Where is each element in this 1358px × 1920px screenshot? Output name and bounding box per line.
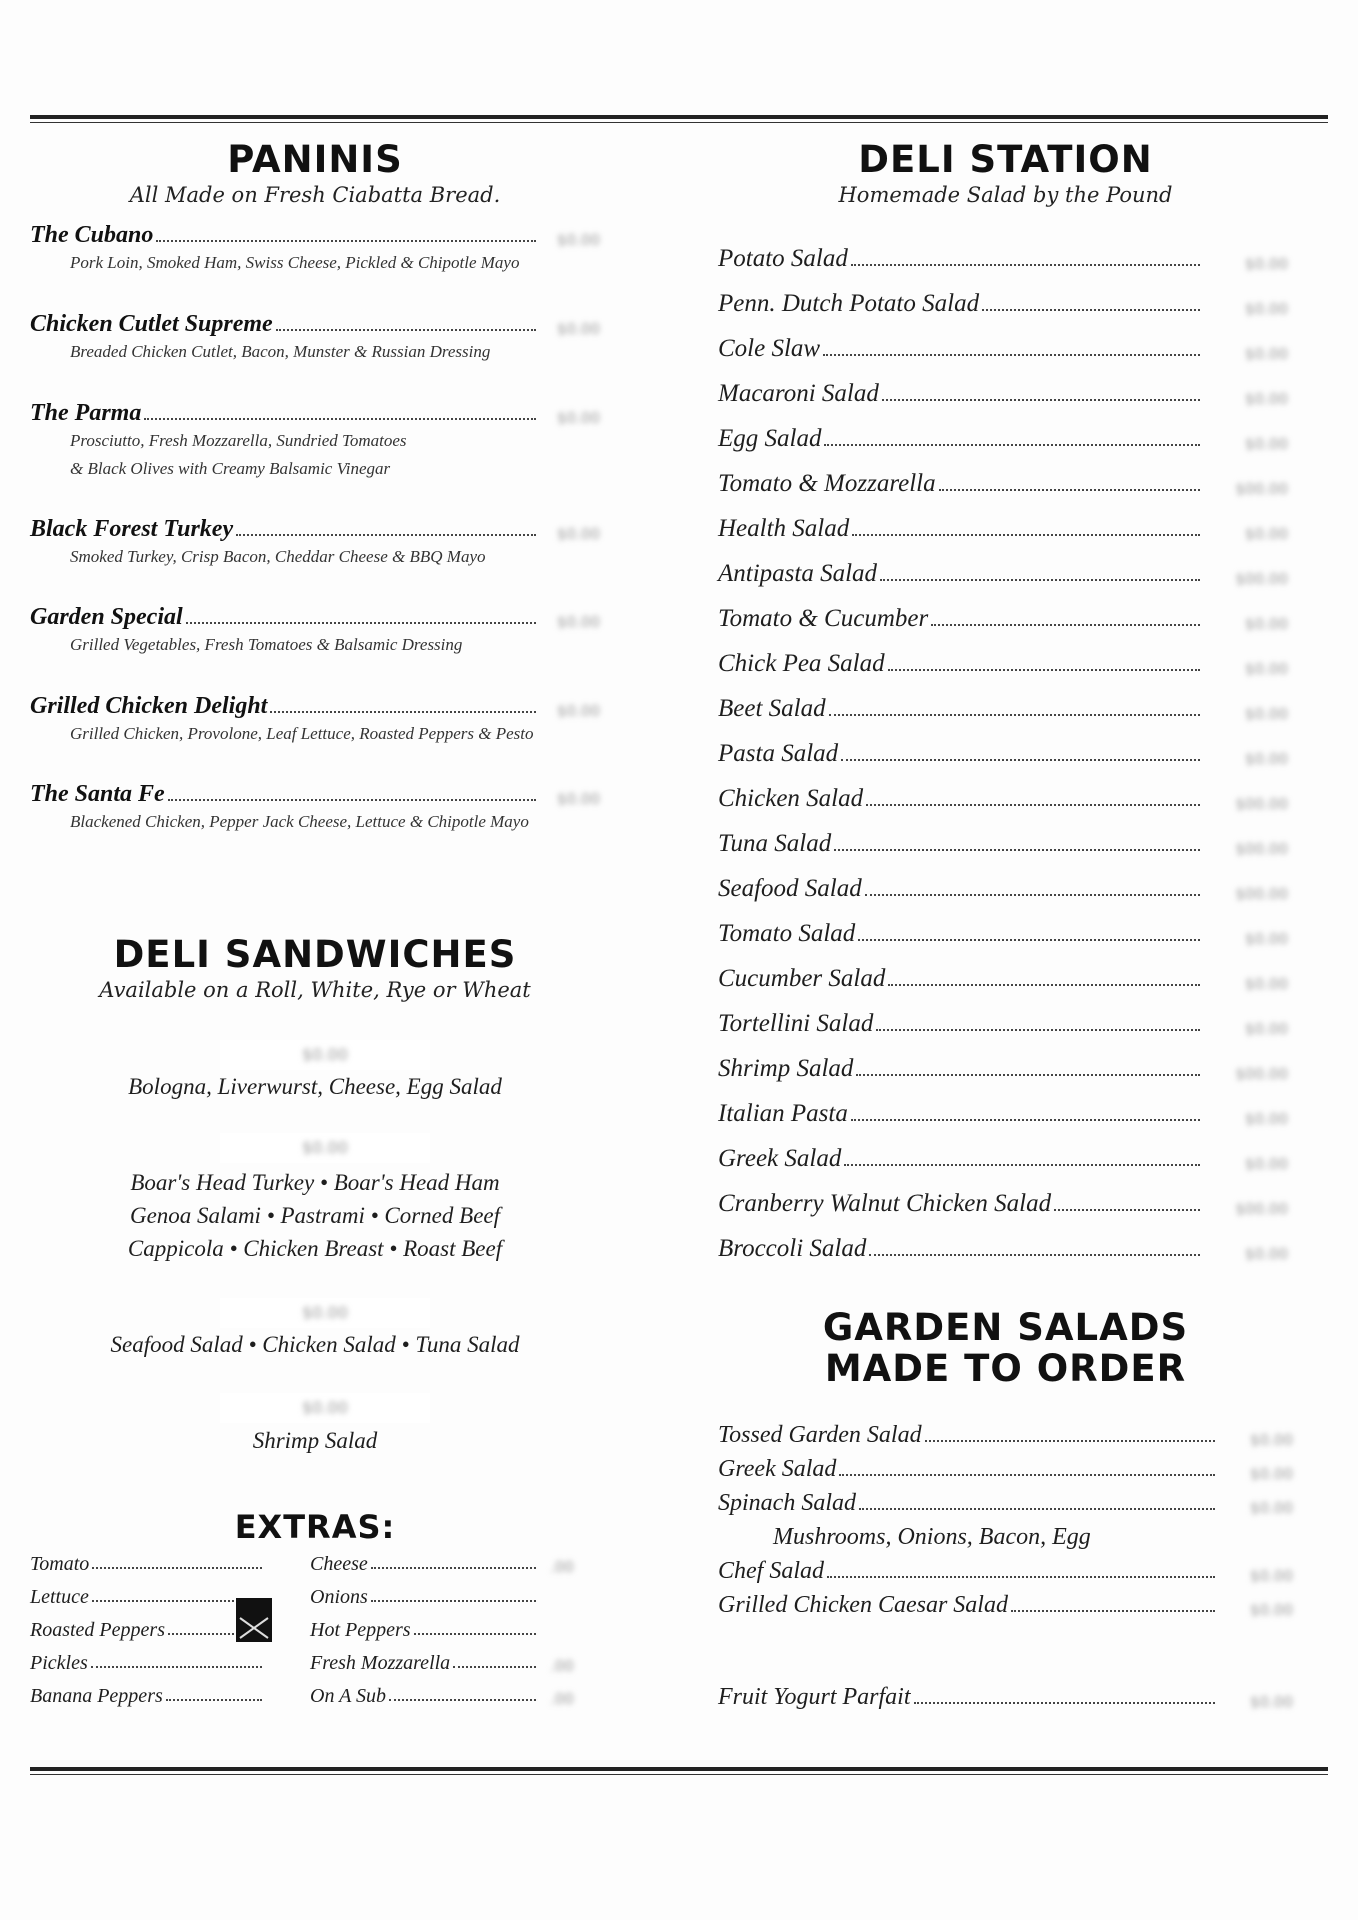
price: $0.00 — [1250, 1601, 1293, 1619]
list-item — [718, 1128, 1288, 1173]
panini-desc: Prosciutto, Fresh Mozzarella, Sundried Tomatoes — [70, 431, 407, 450]
salad-name: Tomato Salad — [718, 920, 856, 947]
sandwich-group — [30, 1070, 600, 1103]
price: $0.00 — [557, 231, 600, 249]
deli-station-title: DELI STATION — [858, 138, 1153, 181]
panini-name: Black Forest Turkey — [30, 516, 234, 542]
sandwich-group — [30, 1328, 600, 1361]
price: $0.00 — [1245, 1110, 1288, 1128]
list-item — [718, 1551, 1293, 1585]
deli-station-subtitle: Homemade Salad by the Pound — [838, 182, 1173, 207]
sandwich-line: Genoa Salami • Pastrami • Corned Beef — [129, 1203, 500, 1228]
list-item — [718, 273, 1288, 318]
list-item — [718, 588, 1288, 633]
salad-name: Seafood Salad — [718, 875, 862, 902]
salad-name: Tossed Garden Salad — [718, 1422, 922, 1448]
sandwich-price: $0.00 — [220, 1040, 430, 1070]
price: $0.00 — [1245, 660, 1288, 678]
list-item — [718, 768, 1288, 813]
salad-name: Shrimp Salad — [718, 1055, 854, 1082]
salad-name: Tomato & Cucumber — [718, 605, 929, 632]
salad-name: Italian Pasta — [718, 1100, 848, 1127]
price: $0.00 — [1245, 1020, 1288, 1038]
price: $00.00 — [1235, 570, 1288, 588]
extras-header — [30, 1510, 600, 1545]
list-item — [718, 1483, 1293, 1517]
list-item — [718, 903, 1288, 948]
list-item — [718, 1173, 1288, 1218]
price: $0.00 — [1245, 750, 1288, 768]
salad-name: Potato Salad — [718, 245, 848, 272]
price: $00.00 — [1235, 480, 1288, 498]
salad-name: Penn. Dutch Potato Salad — [718, 290, 980, 317]
parfait-name: Fruit Yogurt Parfait — [718, 1684, 911, 1710]
list-item — [718, 723, 1288, 768]
price: $0.00 — [1245, 300, 1288, 318]
panini-item — [30, 781, 600, 836]
price: $0.00 — [557, 702, 600, 720]
garden-salads-title-line1: GARDEN SALADS — [822, 1306, 1189, 1349]
price: $0.00 — [1245, 705, 1288, 723]
list-item — [718, 498, 1288, 543]
paninis-header — [30, 140, 600, 207]
salad-name: Pasta Salad — [718, 740, 839, 767]
price: $0.00 — [1245, 1245, 1288, 1263]
price: $0.00 — [1245, 975, 1288, 993]
sandwich-line: Bologna, Liverwurst, Cheese, Egg Salad — [128, 1074, 502, 1099]
salad-name: Beet Salad — [718, 695, 826, 722]
panini-desc: Breaded Chicken Cutlet, Bacon, Munster & Russian Dressing — [70, 342, 491, 361]
extra-name: Hot Peppers — [310, 1619, 411, 1641]
price: $0.00 — [1250, 1465, 1293, 1483]
list-item — [718, 1038, 1288, 1083]
extra-name: Banana Peppers — [30, 1685, 163, 1707]
panini-desc: Grilled Vegetables, Fresh Tomatoes & Balsamic Dressing — [70, 635, 463, 654]
list-item — [718, 1585, 1293, 1619]
top-divider — [30, 115, 1328, 124]
panini-name: The Cubano — [30, 222, 154, 248]
sandwich-group — [30, 1166, 600, 1265]
extras-title: EXTRAS: — [234, 1508, 396, 1546]
panini-name: Grilled Chicken Delight — [30, 693, 268, 719]
spinach-salad-note: Mushrooms, Onions, Bacon, Egg — [773, 1524, 1091, 1550]
list-item — [718, 543, 1288, 588]
list-item — [718, 948, 1288, 993]
extra-name: Lettuce — [30, 1586, 89, 1608]
price: $0.00 — [1245, 255, 1288, 273]
salad-name: Tortellini Salad — [718, 1010, 874, 1037]
list-item — [718, 678, 1288, 723]
extra-name: Onions — [310, 1586, 368, 1608]
salad-name: Tomato & Mozzarella — [718, 470, 936, 497]
price: $0.00 — [1245, 345, 1288, 363]
extras-right-column — [310, 1543, 540, 1708]
price: $0.00 — [1245, 615, 1288, 633]
price: $0.00 — [557, 409, 600, 427]
deli-station-header — [718, 140, 1293, 207]
extra-name: Fresh Mozzarella — [310, 1652, 451, 1674]
list-item — [718, 1083, 1288, 1128]
extra-name: Cheese — [310, 1553, 368, 1575]
extra-name: Roasted Peppers — [30, 1619, 165, 1641]
salad-name: Broccoli Salad — [718, 1235, 867, 1262]
panini-item — [30, 693, 600, 748]
price: $0.00 — [557, 790, 600, 808]
salad-name: Chef Salad — [718, 1558, 824, 1584]
price: $0.00 — [557, 525, 600, 543]
list-item — [718, 318, 1288, 363]
list-item — [718, 1449, 1293, 1483]
list-item — [718, 1677, 1293, 1711]
price: $00.00 — [1235, 840, 1288, 858]
list-item — [718, 1218, 1288, 1263]
salad-name: Macaroni Salad — [718, 380, 879, 407]
salad-name: Tuna Salad — [718, 830, 832, 857]
salad-name: Antipasta Salad — [718, 560, 878, 587]
list-item — [718, 993, 1288, 1038]
panini-desc-line2: & Black Olives with Creamy Balsamic Vinegar — [70, 459, 391, 478]
price: $00.00 — [1235, 1065, 1288, 1083]
extra-name: Tomato — [30, 1553, 90, 1575]
price: $0.00 — [557, 320, 600, 338]
salad-name: Grilled Chicken Caesar Salad — [718, 1592, 1008, 1618]
price: $0.00 — [1250, 1499, 1293, 1517]
panini-name: Garden Special — [30, 604, 183, 630]
panini-desc: Smoked Turkey, Crisp Bacon, Cheddar Cheese & BBQ Mayo — [70, 547, 486, 566]
panini-item — [30, 604, 600, 659]
panini-name: The Parma — [30, 400, 142, 426]
list-item — [718, 228, 1288, 273]
redaction-box — [236, 1598, 272, 1642]
price: $0.00 — [1245, 435, 1288, 453]
list-item — [718, 408, 1288, 453]
sandwich-line: Boar's Head Turkey • Boar's Head Ham — [130, 1170, 500, 1195]
list-item — [718, 858, 1288, 903]
price: $00.00 — [1235, 795, 1288, 813]
price: $0.00 — [1245, 390, 1288, 408]
sandwich-price: $0.00 — [220, 1298, 430, 1328]
salad-name: Health Salad — [718, 515, 850, 542]
panini-name: Chicken Cutlet Supreme — [30, 311, 273, 337]
price: $0.00 — [557, 613, 600, 631]
price: $0.00 — [1245, 1155, 1288, 1173]
bottom-divider — [30, 1767, 1328, 1776]
salad-name: Cole Slaw — [718, 335, 821, 362]
deli-station-list — [718, 228, 1288, 1263]
sandwich-line: Shrimp Salad — [252, 1428, 378, 1453]
sandwich-price: $0.00 — [220, 1393, 430, 1423]
price: .00 — [550, 1558, 574, 1576]
list-item — [718, 1415, 1293, 1449]
salad-name: Greek Salad — [718, 1145, 842, 1172]
price: $0.00 — [1250, 1693, 1293, 1711]
extra-name: Pickles — [30, 1652, 88, 1674]
extra-name: On A Sub — [310, 1685, 386, 1707]
salad-name: Egg Salad — [718, 425, 822, 452]
sandwich-group — [30, 1424, 600, 1457]
garden-salads-title-line2: MADE TO ORDER — [824, 1346, 1187, 1390]
list-item — [718, 813, 1288, 858]
garden-salads-header — [718, 1308, 1293, 1389]
salad-name: Spinach Salad — [718, 1490, 856, 1516]
panini-desc: Grilled Chicken, Provolone, Leaf Lettuce, Roasted Peppers & Pesto — [70, 724, 534, 743]
price: $0.00 — [1245, 930, 1288, 948]
price: $00.00 — [1235, 1200, 1288, 1218]
price: $0.00 — [1250, 1431, 1293, 1449]
paninis-subtitle: All Made on Fresh Ciabatta Bread. — [129, 182, 501, 207]
sandwich-line: Cappicola • Chicken Breast • Roast Beef — [127, 1236, 503, 1261]
extras-prices — [550, 1543, 600, 1708]
list-item — [718, 453, 1288, 498]
deli-sandwiches-title: DELI SANDWICHES — [113, 933, 517, 976]
panini-item — [30, 222, 600, 277]
panini-item — [30, 516, 600, 571]
salad-name: Cranberry Walnut Chicken Salad — [718, 1190, 1052, 1217]
price: $0.00 — [1245, 525, 1288, 543]
garden-salads-list — [718, 1415, 1293, 1711]
panini-desc: Blackened Chicken, Pepper Jack Cheese, Lettuce & Chipotle Mayo — [70, 812, 529, 831]
salad-name: Chick Pea Salad — [718, 650, 885, 677]
salad-name: Greek Salad — [718, 1456, 837, 1482]
list-item — [718, 363, 1288, 408]
salad-name: Chicken Salad — [718, 785, 864, 812]
price: $0.00 — [1250, 1567, 1293, 1585]
panini-item — [30, 311, 600, 366]
price: $00.00 — [1235, 885, 1288, 903]
sandwich-line: Seafood Salad • Chicken Salad • Tuna Salad — [110, 1332, 520, 1357]
sandwich-price: $0.00 — [220, 1133, 430, 1163]
panini-desc: Pork Loin, Smoked Ham, Swiss Cheese, Pickled & Chipotle Mayo — [70, 253, 520, 272]
extras-left-column — [30, 1543, 266, 1708]
deli-sandwiches-header — [30, 935, 600, 1002]
paninis-title: PANINIS — [227, 138, 403, 181]
price: .00 — [550, 1657, 574, 1675]
list-item — [718, 633, 1288, 678]
panini-item — [30, 400, 600, 483]
salad-name: Cucumber Salad — [718, 965, 886, 992]
panini-name: The Santa Fe — [30, 781, 165, 807]
deli-sandwiches-subtitle: Available on a Roll, White, Rye or Wheat — [99, 977, 531, 1002]
price: .00 — [550, 1690, 574, 1708]
